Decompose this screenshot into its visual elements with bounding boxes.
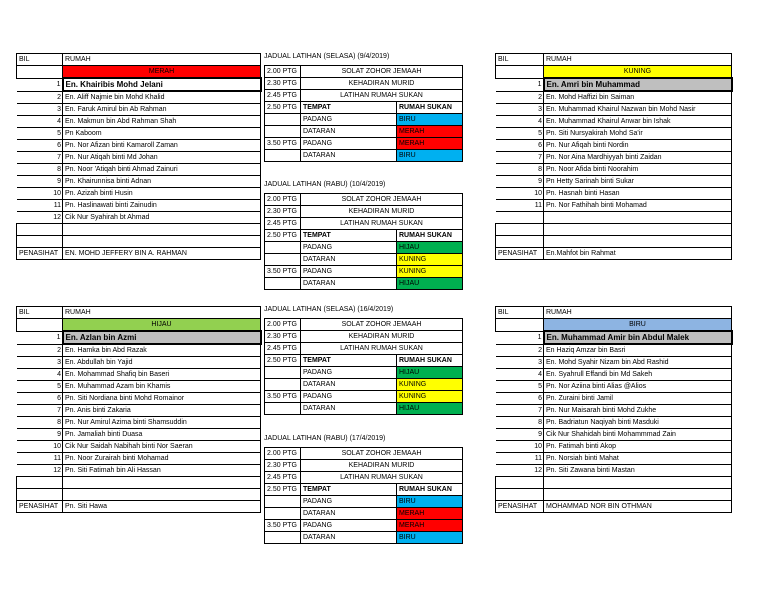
slot-house: BIRU xyxy=(397,496,463,508)
slot-house: MERAH xyxy=(397,520,463,532)
member-number: 6 xyxy=(17,393,63,405)
member-name: Pn Kaboom xyxy=(63,128,261,140)
schedule-activity: SOLAT ZOHOR JEMAAH xyxy=(301,448,463,460)
slot-house: KUNING xyxy=(397,391,463,403)
member-number: 2 xyxy=(17,344,63,357)
schedule-table xyxy=(264,318,463,415)
penasihat-label: PENASIHAT xyxy=(17,248,63,260)
slot-time xyxy=(265,508,301,520)
member-name: Pn. Nor Fathihah binti Mohamad xyxy=(544,200,732,212)
schedule-activity: LATIHAN RUMAH SUKAN xyxy=(301,218,463,230)
member-name: Pn. Hasnah binti Hasan xyxy=(544,188,732,200)
member-number: 4 xyxy=(17,116,63,128)
schedule-activity: SOLAT ZOHOR JEMAAH xyxy=(301,194,463,206)
member-number: 2 xyxy=(496,91,544,104)
member-name: Pn. Siti Zawana binti Mastan xyxy=(544,465,732,477)
member-name: Pn. Siti Nursyakirah Mohd Sa'ir xyxy=(544,128,732,140)
slot-place: DATARAN xyxy=(301,379,397,391)
schedule-activity: KEHADIRAN MURID xyxy=(301,78,463,90)
bil-header: BIL xyxy=(496,307,544,319)
member-name: Pn. Siti Fatimah bin Ali Hassan xyxy=(63,465,261,477)
penasihat-name: Pn. Siti Hawa xyxy=(63,501,261,513)
slot-house: MERAH xyxy=(397,508,463,520)
slot-time xyxy=(265,379,301,391)
member-name: Cik Nur Saidah Nabihah binti Nor Saeran xyxy=(63,441,261,453)
rumah-sukan-header: RUMAH SUKAN xyxy=(397,102,463,114)
empty-cell xyxy=(63,477,261,489)
schedule-time: 2.45 PTG xyxy=(265,218,301,230)
member-name: Pn. Nur Amirul Azima binti Shamsuddin xyxy=(63,417,261,429)
schedule-title: JADUAL LATIHAN (SELASA) (16/4/2019) xyxy=(264,306,394,313)
member-number: 4 xyxy=(496,369,544,381)
schedule-time: 2.50 PTG xyxy=(265,102,301,114)
empty-cell xyxy=(63,224,261,236)
slot-time xyxy=(265,278,301,290)
empty-cell xyxy=(17,236,63,248)
house-table-merah xyxy=(16,53,262,260)
schedule-time: 2.30 PTG xyxy=(265,206,301,218)
member-name: Pn Hetty Sarinah binti Sukar xyxy=(544,176,732,188)
member-name: Cik Nur Shahidah binti Mohammmad Zain xyxy=(544,429,732,441)
rumah-header: RUMAH xyxy=(544,54,732,66)
schedule-time: 2.50 PTG xyxy=(265,355,301,367)
rumah-header: RUMAH xyxy=(63,307,261,319)
member-name: En. Mohd Syahir Nizam bin Abd Rashid xyxy=(544,357,732,369)
slot-place: PADANG xyxy=(301,242,397,254)
member-name: En. Muhammad Azam bin Khamis xyxy=(63,381,261,393)
penasihat-name: MOHAMMAD NOR BIN OTHMAN xyxy=(544,501,732,513)
member-name: Pn. Jamaliah binti Duasa xyxy=(63,429,261,441)
member-name: En. Faruk Amirul bin Ab Rahman xyxy=(63,104,261,116)
member-number: 4 xyxy=(496,116,544,128)
member-name: Pn. Anis binti Zakaria xyxy=(63,405,261,417)
slot-time: 3.50 PTG xyxy=(265,138,301,150)
schedule-time: 2.00 PTG xyxy=(265,194,301,206)
member-number: 7 xyxy=(496,405,544,417)
member-name: Pn. Nur Maisarah binti Mohd Zukhe xyxy=(544,405,732,417)
member-number: 10 xyxy=(17,188,63,200)
house-name-cell: KUNING xyxy=(544,66,732,79)
member-number: 1 xyxy=(496,78,544,91)
empty-cell xyxy=(544,489,732,501)
member-number: 1 xyxy=(17,78,63,91)
member-name: Pn. Siti Nordiana binti Mohd Romainor xyxy=(63,393,261,405)
slot-time: 3.50 PTG xyxy=(265,520,301,532)
member-number: 5 xyxy=(496,381,544,393)
member-name-leader: En. Khairibis Mohd Jelani xyxy=(63,78,261,91)
penasihat-name: En.Mahfot bin Rahmat xyxy=(544,248,732,260)
house-name-cell: MERAH xyxy=(63,66,261,79)
member-name: Pn. Noor Zurairah binti Mohamad xyxy=(63,453,261,465)
schedule-activity: LATIHAN RUMAH SUKAN xyxy=(301,90,463,102)
member-number: 9 xyxy=(17,176,63,188)
member-number: 1 xyxy=(17,331,63,344)
tempat-header: TEMPAT xyxy=(301,102,397,114)
member-name: Pn. Nur Afiqah binti Nordin xyxy=(544,140,732,152)
house-name-cell: HIJAU xyxy=(63,319,261,332)
member-number: 10 xyxy=(496,441,544,453)
slot-house: HIJAU xyxy=(397,278,463,290)
member-name: Pn. Khairunnisa binti Adnan xyxy=(63,176,261,188)
tempat-header: TEMPAT xyxy=(301,355,397,367)
member-number: 2 xyxy=(17,91,63,104)
member-number: 11 xyxy=(496,453,544,465)
penasihat-label: PENASIHAT xyxy=(496,501,544,513)
slot-time xyxy=(265,367,301,379)
penasihat-label: PENASIHAT xyxy=(496,248,544,260)
empty-cell xyxy=(17,319,63,332)
member-number: 3 xyxy=(17,104,63,116)
schedule-time: 2.30 PTG xyxy=(265,78,301,90)
member-number: 5 xyxy=(17,128,63,140)
member-number: 11 xyxy=(17,453,63,465)
member-number: 12 xyxy=(496,465,544,477)
slot-place: PADANG xyxy=(301,266,397,278)
member-number: 7 xyxy=(496,152,544,164)
member-name: Pn. Noor 'Atiqah binti Ahmad Zainuri xyxy=(63,164,261,176)
member-name: Cik Nur Syahirah bt Ahmad xyxy=(63,212,261,224)
empty-cell xyxy=(496,477,544,489)
member-name: En. Syahrull Effandi bin Md Sakeh xyxy=(544,369,732,381)
slot-time xyxy=(265,254,301,266)
member-name: Pn. Nor Aina Mardhiyyah binti Zaidan xyxy=(544,152,732,164)
member-number: 6 xyxy=(496,140,544,152)
member-number: 11 xyxy=(17,200,63,212)
empty-cell xyxy=(496,489,544,501)
member-number: 2 xyxy=(496,344,544,357)
member-name: En. Muhammad Khairul Nazwan bin Mohd Nasir xyxy=(544,104,732,116)
member-number: 3 xyxy=(17,357,63,369)
slot-time xyxy=(265,150,301,162)
empty-cell xyxy=(17,477,63,489)
slot-place: DATARAN xyxy=(301,126,397,138)
member-name: En. Makmun bin Abd Rahman Shah xyxy=(63,116,261,128)
bil-header: BIL xyxy=(17,307,63,319)
slot-house: BIRU xyxy=(397,532,463,544)
rumah-sukan-header: RUMAH SUKAN xyxy=(397,484,463,496)
slot-house: KUNING xyxy=(397,379,463,391)
slot-time xyxy=(265,496,301,508)
schedule-title: JADUAL LATIHAN (SELASA) (9/4/2019) xyxy=(264,53,390,60)
empty-cell xyxy=(544,236,732,248)
bil-header: BIL xyxy=(17,54,63,66)
member-number: 8 xyxy=(496,164,544,176)
slot-place: PADANG xyxy=(301,138,397,150)
house-table-kuning xyxy=(495,53,733,260)
tempat-header: TEMPAT xyxy=(301,484,397,496)
schedule-table xyxy=(264,447,463,544)
slot-house: BIRU xyxy=(397,114,463,126)
schedule-activity: KEHADIRAN MURID xyxy=(301,206,463,218)
schedule-title: JADUAL LATIHAN (RABU) (10/4/2019) xyxy=(264,181,386,188)
member-name: Pn. Fatimah binti Akop xyxy=(544,441,732,453)
member-name: En. Hamka bin Abd Razak xyxy=(63,344,261,357)
schedule-activity: SOLAT ZOHOR JEMAAH xyxy=(301,319,463,331)
slot-time xyxy=(265,403,301,415)
member-number: 1 xyxy=(496,331,544,344)
slot-house: HIJAU xyxy=(397,242,463,254)
slot-place: PADANG xyxy=(301,520,397,532)
member-number: 7 xyxy=(17,152,63,164)
member-name: En. Mohd Haffizi bin Saiman xyxy=(544,91,732,104)
slot-place: DATARAN xyxy=(301,403,397,415)
member-name-leader: En. Azlan bin Azmi xyxy=(63,331,261,344)
member-name xyxy=(544,212,732,224)
member-number: 5 xyxy=(496,128,544,140)
member-name: Pn. Badriatun Naqiyah binti Masduki xyxy=(544,417,732,429)
schedule-time: 2.00 PTG xyxy=(265,66,301,78)
schedule-activity: LATIHAN RUMAH SUKAN xyxy=(301,343,463,355)
schedule-table xyxy=(264,65,463,162)
member-name: Pn. Zuraini binti Jamil xyxy=(544,393,732,405)
member-name: En. Mohammad Shafiq bin Baseri xyxy=(63,369,261,381)
schedule-time: 2.30 PTG xyxy=(265,331,301,343)
slot-time: 3.50 PTG xyxy=(265,266,301,278)
slot-place: DATARAN xyxy=(301,508,397,520)
slot-house: KUNING xyxy=(397,254,463,266)
schedule-time: 2.45 PTG xyxy=(265,90,301,102)
member-name: Pn. Haslinawati binti Zainudin xyxy=(63,200,261,212)
member-number: 12 xyxy=(17,465,63,477)
slot-house: BIRU xyxy=(397,150,463,162)
member-name: Pn. Nor Aziina binti Alias @Alios xyxy=(544,381,732,393)
member-number: 10 xyxy=(17,441,63,453)
member-number: 5 xyxy=(17,381,63,393)
schedule-activity: KEHADIRAN MURID xyxy=(301,460,463,472)
slot-place: PADANG xyxy=(301,496,397,508)
member-number: 10 xyxy=(496,188,544,200)
member-number: 8 xyxy=(17,164,63,176)
slot-time xyxy=(265,126,301,138)
house-table-biru xyxy=(495,306,733,513)
member-name: En. Aliff Najmie bin Mohd Khalid xyxy=(63,91,261,104)
member-number: 6 xyxy=(17,140,63,152)
rumah-header: RUMAH xyxy=(544,307,732,319)
tempat-header: TEMPAT xyxy=(301,230,397,242)
empty-cell xyxy=(544,224,732,236)
schedule-title: JADUAL LATIHAN (RABU) (17/4/2019) xyxy=(264,435,386,442)
member-name: En Haziq Amzar bin Basri xyxy=(544,344,732,357)
empty-cell xyxy=(17,66,63,79)
slot-place: DATARAN xyxy=(301,278,397,290)
rumah-header: RUMAH xyxy=(63,54,261,66)
slot-house: HIJAU xyxy=(397,367,463,379)
member-name: Pn. Nor Afizan binti Kamaroll Zaman xyxy=(63,140,261,152)
schedule-time: 2.45 PTG xyxy=(265,472,301,484)
member-name: En. Muhammad Khairul Anwar bin Ishak xyxy=(544,116,732,128)
member-number: 3 xyxy=(496,104,544,116)
member-number: 6 xyxy=(496,393,544,405)
member-number: 8 xyxy=(496,417,544,429)
schedule-time: 2.45 PTG xyxy=(265,343,301,355)
empty-cell xyxy=(63,236,261,248)
member-name-leader: En. Amri bin Muhammad xyxy=(544,78,732,91)
slot-place: PADANG xyxy=(301,367,397,379)
member-number: 3 xyxy=(496,357,544,369)
empty-cell xyxy=(496,224,544,236)
slot-place: DATARAN xyxy=(301,150,397,162)
slot-house: MERAH xyxy=(397,126,463,138)
member-name-leader: En. Muhammad Amir bin Abdul Malek xyxy=(544,331,732,344)
bil-header: BIL xyxy=(496,54,544,66)
schedule-time: 2.00 PTG xyxy=(265,319,301,331)
schedule-time: 2.50 PTG xyxy=(265,484,301,496)
member-number: 9 xyxy=(496,429,544,441)
schedule-time: 2.00 PTG xyxy=(265,448,301,460)
empty-cell xyxy=(17,224,63,236)
slot-place: PADANG xyxy=(301,391,397,403)
house-name-cell: BIRU xyxy=(544,319,732,332)
member-name: Pn. Azizah binti Husin xyxy=(63,188,261,200)
member-number: 11 xyxy=(496,200,544,212)
member-name: Pn. Noor Afida binti Noorahim xyxy=(544,164,732,176)
slot-time: 3.50 PTG xyxy=(265,391,301,403)
member-name: Pn. Norsiah binti Mahat xyxy=(544,453,732,465)
member-number: 9 xyxy=(496,176,544,188)
empty-cell xyxy=(17,489,63,501)
penasihat-label: PENASIHAT xyxy=(17,501,63,513)
slot-place: PADANG xyxy=(301,114,397,126)
schedule-activity: KEHADIRAN MURID xyxy=(301,331,463,343)
member-number xyxy=(496,212,544,224)
member-number: 9 xyxy=(17,429,63,441)
member-number: 12 xyxy=(17,212,63,224)
penasihat-name: EN. MOHD JEFFERY BIN A. RAHMAN xyxy=(63,248,261,260)
empty-cell xyxy=(496,236,544,248)
slot-house: HIJAU xyxy=(397,403,463,415)
slot-place: DATARAN xyxy=(301,532,397,544)
slot-time xyxy=(265,242,301,254)
slot-time xyxy=(265,532,301,544)
member-name: Pn. Nur Atiqah binti Md Johan xyxy=(63,152,261,164)
member-name: En. Abdullah bin Yajid xyxy=(63,357,261,369)
schedule-time: 2.50 PTG xyxy=(265,230,301,242)
schedule-table xyxy=(264,193,463,290)
empty-cell xyxy=(63,489,261,501)
member-number: 4 xyxy=(17,369,63,381)
rumah-sukan-header: RUMAH SUKAN xyxy=(397,355,463,367)
empty-cell xyxy=(544,477,732,489)
empty-cell xyxy=(496,66,544,79)
empty-cell xyxy=(496,319,544,332)
member-number: 7 xyxy=(17,405,63,417)
member-number: 8 xyxy=(17,417,63,429)
slot-house: KUNING xyxy=(397,266,463,278)
slot-time xyxy=(265,114,301,126)
schedule-activity: LATIHAN RUMAH SUKAN xyxy=(301,472,463,484)
rumah-sukan-header: RUMAH SUKAN xyxy=(397,230,463,242)
house-table-hijau xyxy=(16,306,262,513)
slot-place: DATARAN xyxy=(301,254,397,266)
slot-house: MERAH xyxy=(397,138,463,150)
schedule-activity: SOLAT ZOHOR JEMAAH xyxy=(301,66,463,78)
schedule-time: 2.30 PTG xyxy=(265,460,301,472)
